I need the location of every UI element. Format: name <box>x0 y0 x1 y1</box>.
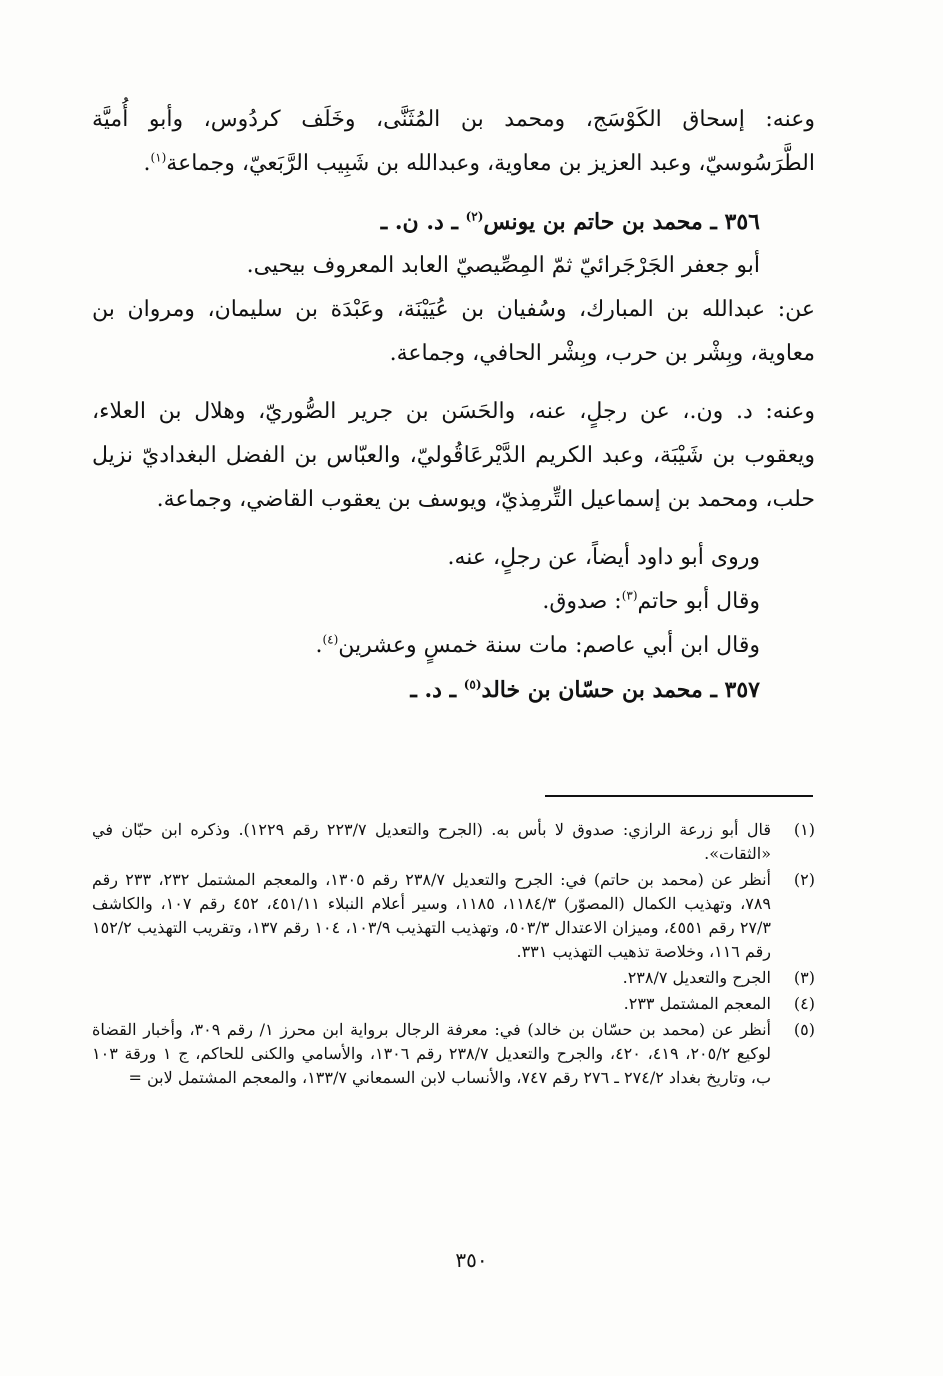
paragraph-abu-dawud: وروى أبو داود أيضاً، عن رجلٍ، عنه. <box>447 545 760 570</box>
footnote-3 <box>92 966 815 990</box>
footnote-number: (٣) <box>793 968 815 987</box>
paragraph-students: وعنه: إسحاق الكَوْسَج، ومحمد بن المُثَنَّى، وخَلَف كردُوس، وأبو أُميَّة الطَّرَسُوسيّ، وعبد العزيز بن معاوية، وعبدالله بن شَبِيب الرَّبَعيّ، وجماعة$^{(١)}$. <box>92 107 815 176</box>
quote-text: وقال أبو حاتم <box>637 589 760 614</box>
paragraph-narrators: وعنه: د. ون.، عن رجلٍ، عنه، والحَسَن بن جرير الصُّوريّ، وهلال بن العلاء، ويعقوب بن شَيْبَة، وعبد الكريم الدَّيْرعَاقُوليّ، والعبّاس بن الفضل البغداديّ نزيل حلب، ومحمد بن إسماعيل التِّرمِذيّ، ويوسف بن يعقوب القاضي، وجماعة. <box>92 399 815 512</box>
entry-title: ٣٥٧ ـ محمد بن حسّان بن خالد <box>481 677 760 703</box>
footnote-number: (٢) <box>793 870 815 889</box>
footnote-1 <box>92 818 815 866</box>
paragraph-identity: أبو جعفر الجَرْجَرائيّ ثمّ المِصِّيصيّ العابد المعروف بيحيى. <box>246 253 760 278</box>
footnote-text: الجرح والتعديل ٢٣٨/٧. <box>622 968 771 987</box>
entry-heading-356 <box>92 200 815 244</box>
footnote-ref-5[interactable]: (٥) <box>463 677 482 692</box>
footnote-5 <box>92 1018 815 1090</box>
footnote-2 <box>92 868 815 964</box>
footnote-divider <box>545 795 813 797</box>
footnote-text: أنظر عن (محمد بن حاتم) في: الجرح والتعديل ٢٣٨/٧ رقم ١٣٠٥، والمعجم المشتمل ٢٣٢، ٢٣٣ رقم ٧٨٩، وتهذيب الكمال (المصوّر) ١١٨٤/٣، ١١٨٥، وسير أعلام النبلاء ٤٥١/١١، ٤٥٢ رقم ١٠٧، والكاشف ٢٧/٣ رقم ٤٥٥١، وميزان الاعتدال ٥٠٣/٣، وتهذيب التهذيب ١٠٣/٩، ١٠٤ رقم ١٣٧، وتقريب التهذيب ١٥٢/٢ رقم ١١٦، وخلاصة تذهيب التهذيب ٣٣١. <box>92 870 772 961</box>
quote-text: وقال ابن أبي عاصم: مات سنة خمسٍ وعشرين <box>338 633 760 658</box>
footnote-ref-4[interactable]: (٤) <box>322 632 339 647</box>
footnote-number: (١) <box>793 820 815 839</box>
footnote-ref-1[interactable]: (١) <box>150 150 167 165</box>
paragraph-text: وعنه: إسحاق الكَوْسَج، ومحمد بن المُثَنَّى، وخَلَف كردُوس، وأبو أُميَّة الطَّرَسُوسيّ، وعبد العزيز بن معاوية، وعبدالله بن شَبِيب الرَّبَعيّ، وجماعة <box>92 107 815 176</box>
footnote-text: المعجم المشتمل ٢٣٣. <box>623 994 771 1013</box>
page-number: ٣٥٠ <box>455 1248 488 1272</box>
footnote-ref-2[interactable]: (٢) <box>465 209 484 224</box>
footnote-number: (٥) <box>793 1020 815 1039</box>
footnote-text: قال أبو زرعة الرازي: صدوق لا بأس به. (الجرح والتعديل ٢٢٣/٧ رقم ١٢٢٩). وذكره ابن حبّان في «الثقات». <box>92 820 771 863</box>
main-text <box>92 98 815 712</box>
footnote-text: أنظر عن (محمد بن حسّان بن خالد) في: معرفة الرجال برواية ابن محرز ١/ رقم ٣٠٩، وأخبار القضاة لوكيع ٢٠٥/٢، ٤١٩، ٤٢٠، والجرح والتعديل ٢٣٨/٧ رقم ١٣٠٦، والأسامي والكنى للحاكم، ج ١ ورقة ١٠٣ ب، وتاريخ بغداد ٢٧٤/٢ ـ ٢٧٦ رقم ٧٤٧، والأنساب لابن السمعاني ١٣٣/٧، والمعجم المشتمل لابن = <box>92 1020 772 1087</box>
entry-title: ٣٥٦ ـ محمد بن حاتم بن يونس <box>483 209 760 235</box>
entry-heading-357 <box>92 668 815 712</box>
footnotes <box>92 818 815 1092</box>
footnote-4 <box>92 992 815 1016</box>
entry-symbols: ـ د. ن. ـ <box>380 209 466 235</box>
paragraph-abu-hatim <box>92 580 815 624</box>
quote-text: : صدوق. <box>542 589 622 614</box>
paragraph-teachers: عن: عبدالله بن المبارك، وسُفيان بن عُيَيْنَة، وعَبْدَة بن سليمان، ومروان بن معاوية، وبِشْر بن حرب، وبِشْر الحافي، وجماعة. <box>92 297 815 366</box>
entry-symbols: ـ د. ـ <box>410 677 464 703</box>
footnote-number: (٤) <box>793 994 815 1013</box>
paragraph-ibn-abi-asim <box>92 624 815 668</box>
quote-text: . <box>315 633 323 658</box>
footnote-ref-3[interactable]: (٣) <box>621 588 638 603</box>
